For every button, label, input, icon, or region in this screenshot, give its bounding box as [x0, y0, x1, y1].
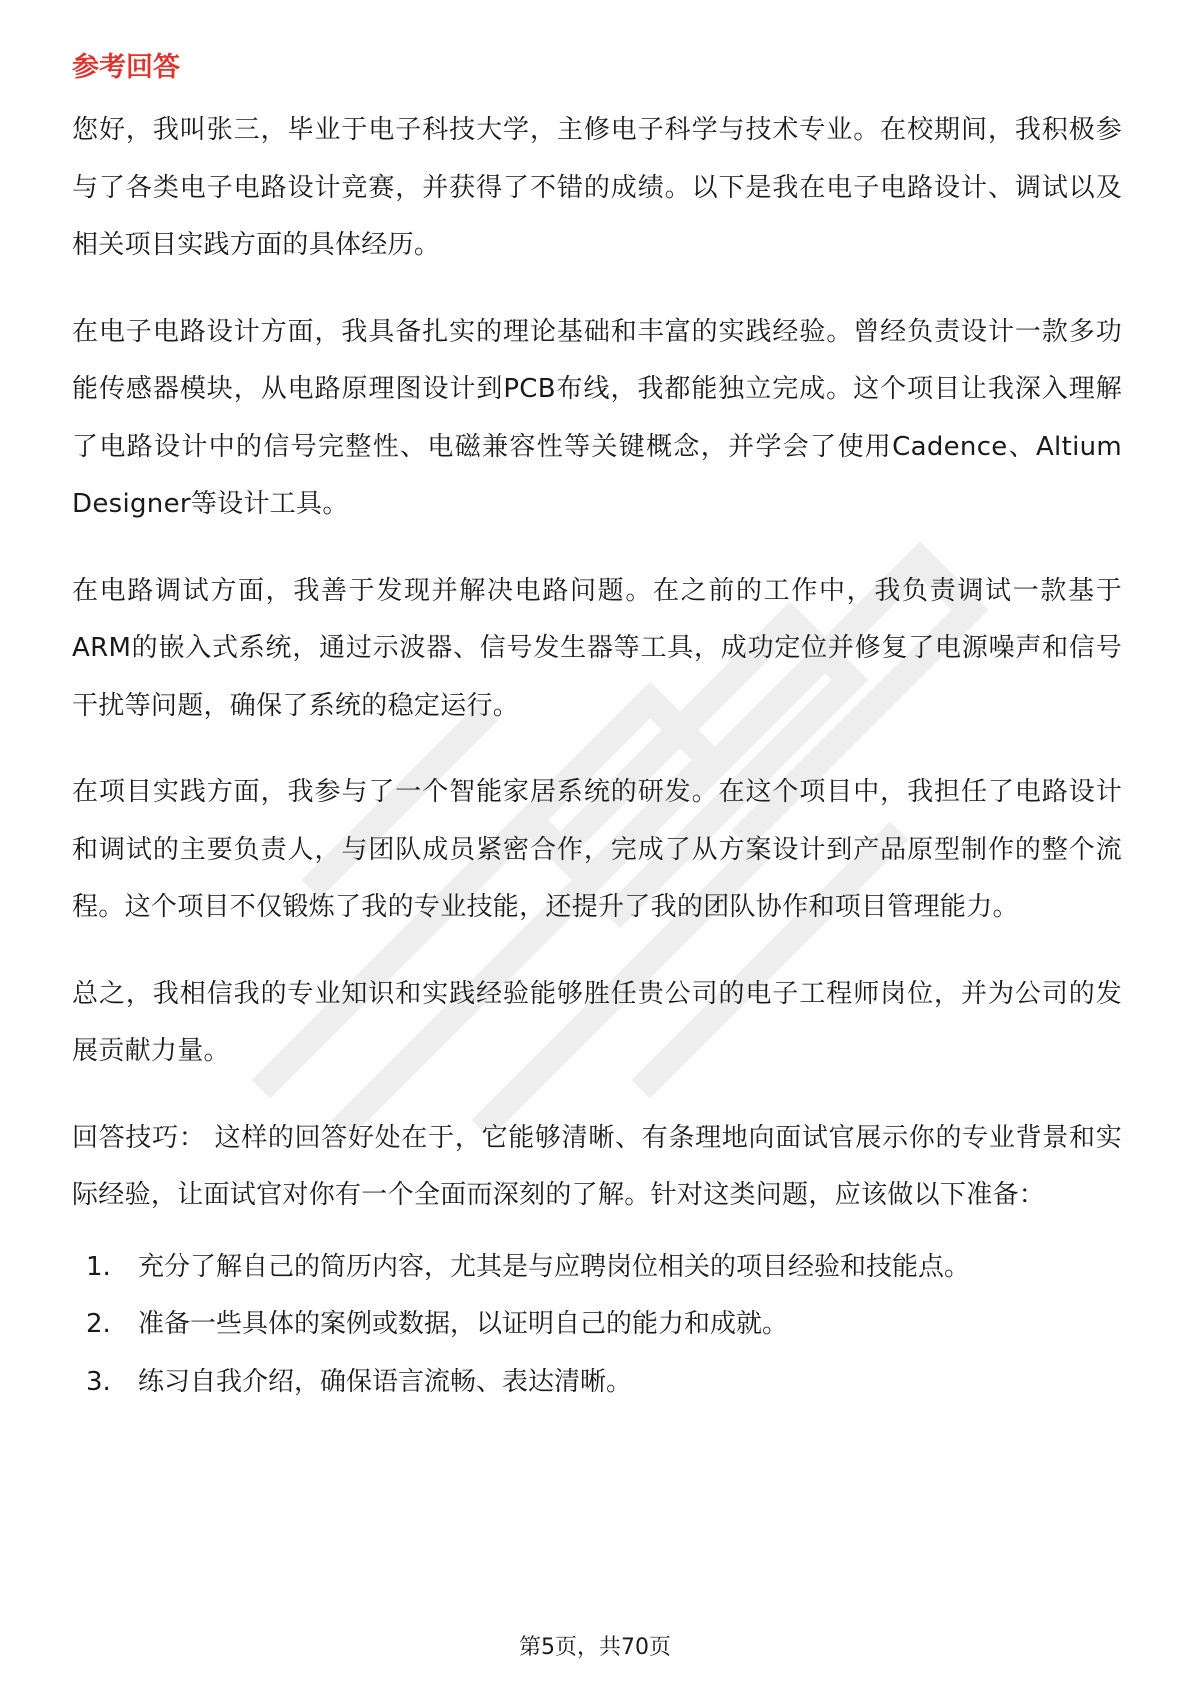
paragraph-summary: 总之，我相信我的专业知识和实践经验能够胜任贵公司的电子工程师岗位，并为公司的发展贡献力量。: [72, 978, 1122, 1066]
list-item-number: 1.: [86, 1251, 111, 1282]
list-item-number: 2.: [86, 1309, 111, 1339]
paragraph-answer-tips: 回答技巧： 这样的回答好处在于，它能够清晰、有条理地向面试官展示你的专业背景和实际经验，让面试官对你有一个全面而深刻的了解。针对这类问题，应该做以下准备：: [72, 1122, 1122, 1210]
list-item-text: 练习自我介绍，确保语言流畅、表达清晰。: [138, 1366, 633, 1397]
list-item: [72, 1354, 1122, 1412]
paragraph-intro: 您好，我叫张三，毕业于电子科技大学，主修电子科学与技术专业。在校期间，我积极参与了各类电子电路设计竞赛，并获得了不错的成绩。以下是我在电子电路设计、调试以及相关项目实践方面的具体经历。: [72, 115, 1122, 260]
paragraph-circuit-design: 在电子电路设计方面，我具备扎实的理论基础和丰富的实践经验。曾经负责设计一款多功能传感器模块，从电路原理图设计到PCB布线，我都能独立完成。这个项目让我深入理解了电路设计中的信号完整性、电磁兼容性等关键概念，并学会了使用Cadence、Altium Designer等设计工具。: [72, 316, 1122, 519]
document-page: [72, 48, 1122, 1411]
section-title: 参考回答: [72, 52, 180, 83]
paragraph-circuit-debug: 在电路调试方面，我善于发现并解决电路问题。在之前的工作中，我负责调试一款基于ARM的嵌入式系统，通过示波器、信号发生器等工具，成功定位并修复了电源噪声和信号干扰等问题，确保了系统的稳定运行。: [72, 575, 1122, 721]
tips-list: [72, 1239, 1122, 1412]
list-item-number: 3.: [86, 1366, 111, 1397]
list-item: [72, 1296, 1122, 1354]
list-item-text: 充分了解自己的简历内容，尤其是与应聘岗位相关的项目经验和技能点。: [138, 1251, 971, 1282]
list-item-text: 准备一些具体的案例或数据，以证明自己的能力和成就。: [138, 1309, 789, 1339]
paragraph-project-practice: 在项目实践方面，我参与了一个智能家居系统的研发。在这个项目中，我担任了电路设计和调试的主要负责人，与团队成员紧密合作，完成了从方案设计到产品原型制作的整个流程。这个项目不仅锻炼了我的专业技能，还提升了我的团队协作和项目管理能力。: [72, 777, 1122, 922]
list-item: [72, 1239, 1122, 1297]
page-number-footer: 第5页，共70页: [519, 1635, 671, 1660]
